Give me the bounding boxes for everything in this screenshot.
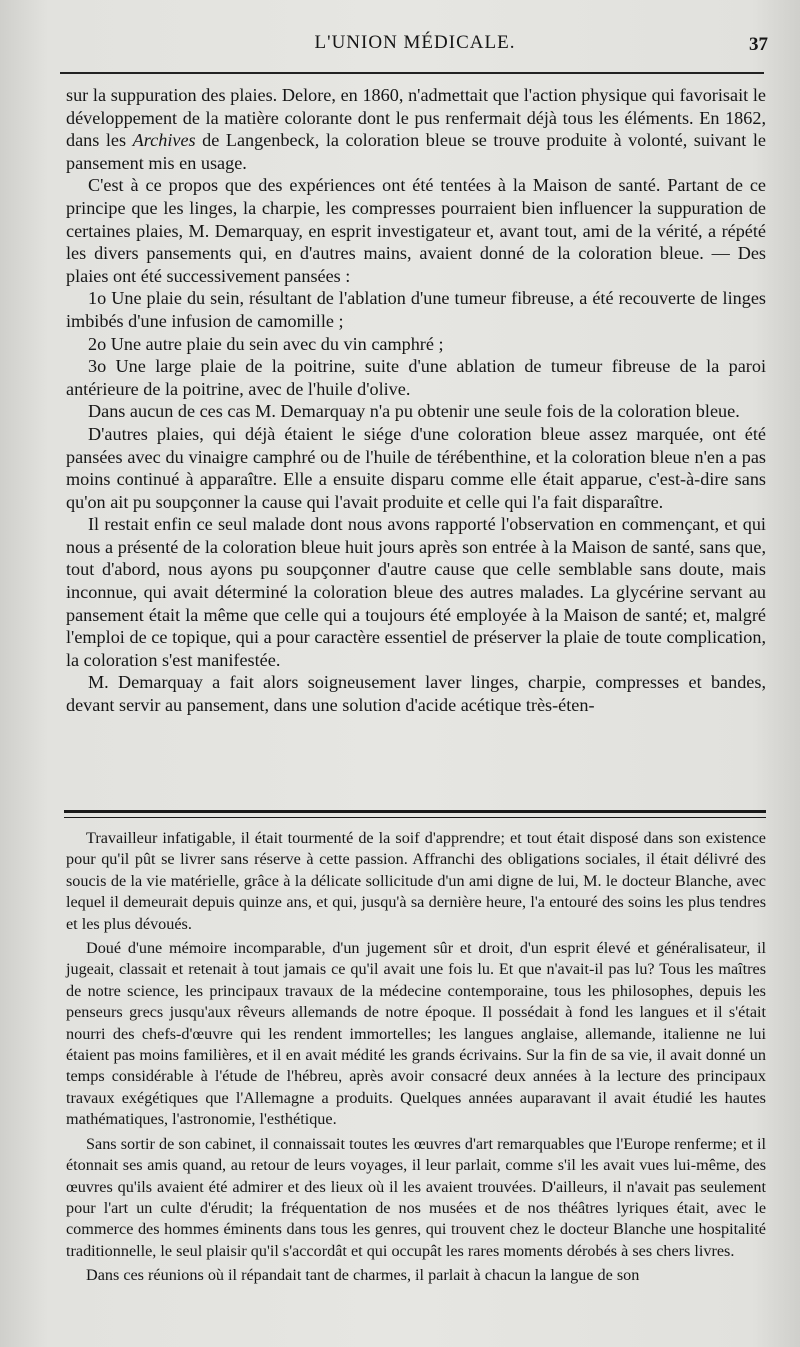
page-header — [60, 26, 770, 66]
feuilleton-text — [66, 828, 766, 1290]
paragraph-7: D'autres plaies, qui déjà étaient le siége d'une coloration bleue assez marquée, ont été pansées avec du vinaigre camphré ou de l'huile de térébenthine, et la coloration bleue n'en a pas moins continué à apparaître. Elle a ensuite disparu comme elle était apparue, c'est-à-dire sans qu'on ait pu soupçonner la cause qui l'avait produite et celle qui l'a fait disparaître. — [66, 423, 766, 512]
paragraph-1-end: de Langenbeck, la coloration bleue se trouve produite à volonté, suivant le pansement mis en usage. — [66, 130, 767, 173]
paragraph-9: M. Demarquay a fait alors soigneusement laver linges, charpie, compresses et bandes, devant servir au pansement, dans une solution d'acide acétique très-éten- — [66, 672, 766, 716]
feuilleton-paragraph-1: Travailleur infatigable, il était tourmenté de la soif d'apprendre; et tout était disposé dans son existence pour qu'il pût se livrer sans réserve à cette passion. Affranchi des obligations sociales, il était délivré des soucis de la vie matérielle, grâce à la délicate sollicitude d'un ami digne de lui, M. le docteur Blanche, avec lequel il demeurait depuis quinze ans, et qui, jusqu'à sa dernière heure, l'a entouré des soins les plus tendres et les plus dévoués. — [66, 829, 766, 933]
feuilleton-paragraph-2: Doué d'une mémoire incomparable, d'un jugement sûr et droit, d'un esprit élevé et généralisateur, il jugeait, classait et retenait à tout jamais ce qu'il avait une fois lu. Et que n'avait-il pas lu? Tous les maîtres de notre science, les principaux travaux de la médecine contemporaine, tous les philosophes, depuis les penseurs grecs jusqu'aux rêveurs allemands de notre époque. Il possédait à fond les langues et il s'était nourri des chefs-d'œuvre qui les rendent immortelles; les langues anglaise, allemande, italienne ne lui étaient pas moins familières, et il en avait médité les grands écrivains. Sur la fin de sa vie, il avait donné un temps considérable à l'étude de l'hébreu, après avoir consacré deux années à la lecture des principaux travaux exégétiques que l'Allemagne a produits. Quelques années auparavant il avait étudié les hautes mathématiques, l'astronomie, l'esthétique. — [66, 939, 766, 1129]
paragraph-6: Dans aucun de ces cas M. Demarquay n'a pu obtenir une seule fois de la coloration bleue. — [88, 401, 740, 422]
header-rule — [60, 72, 764, 74]
page-number: 37 — [749, 34, 768, 55]
paragraph-2: C'est à ce propos que des expériences ont été tentées à la Maison de santé. Partant de ce principe que les linges, la charpie, les compresses pourraient bien influencer la suppuration de certaines plaies, M. Demarquay, en esprit investigateur et, avant tout, ami de la vérité, a répété les divers pansements qui, en d'autres mains, avaient donné de la coloration bleue. — Des plaies ont été successivement pansées : — [66, 175, 766, 286]
paragraph-8: Il restait enfin ce seul malade dont nous avons rapporté l'observation en commençant, et qui nous a présenté de la coloration bleue huit jours après son entrée à la Maison de santé, sans que, tout d'abord, nous ayons pu soupçonner d'autre cause que celle semblable sans doute, mais inconnue, qui avait déterminé la coloration bleue des autres malades. La glycérine servant au pansement était la même que celle qui a toujours été employée à la Maison de santé; et, malgré l'emploi de ce topique, qui a pour caractère essentiel de préserver la plaie de toute complication, la coloration s'est manifestée. — [66, 514, 766, 670]
feuilleton-paragraph-4: Dans ces réunions où il répandait tant de charmes, il parlait à chacun la langue de son — [86, 1266, 640, 1285]
paragraph-3: 1o Une plaie du sein, résultant de l'ablation d'une tumeur fibreuse, a été recouverte de linges imbibés d'une infusion de camomille ; — [66, 288, 766, 331]
main-text — [66, 84, 766, 717]
paragraph-4: 2o Une autre plaie du sein avec du vin camphré ; — [88, 333, 444, 354]
paragraph-1 — [66, 84, 766, 174]
paragraph-5: 3o Une large plaie de la poitrine, suite d'une ablation de tumeur fibreuse de la paroi antérieure de la poitrine, avec de l'huile d'olive. — [66, 356, 766, 399]
feuilleton-paragraph-3: Sans sortir de son cabinet, il connaissait toutes les œuvres d'art remarquables que l'Europe renferme; et il étonnait ses amis quand, au retour de leurs voyages, il leur parlait, comme s'il les avait vues lui-même, des œuvres qu'ils avaient été admirer et des lieux où il les avaient trouvées. D'ailleurs, il n'avait pas seulement pour l'art un culte d'érudit; la fréquentation de nos musées et de nos théâtres lyriques était, avec le commerce des hommes éminents dans tous les genres, qui trouvent chez le docteur Blanche une hospitalité traditionnelle, le seul plaisir qu'il s'accordât et qui occupât les rares moments dérobés à ses chers livres. — [66, 1134, 766, 1260]
feuilleton-separator — [64, 810, 766, 818]
archives-italic: Archives — [132, 130, 196, 151]
paragraph-1-start: sur la suppuration des plaies. Delore, en 1860, n'admettait que l'action physique qui favorisait le développement de la matière colorante dont le pus renfermait déjà tous les éléments. En 1862, dans les — [66, 85, 766, 151]
running-title: L'UNION MÉDICALE. — [314, 32, 516, 53]
